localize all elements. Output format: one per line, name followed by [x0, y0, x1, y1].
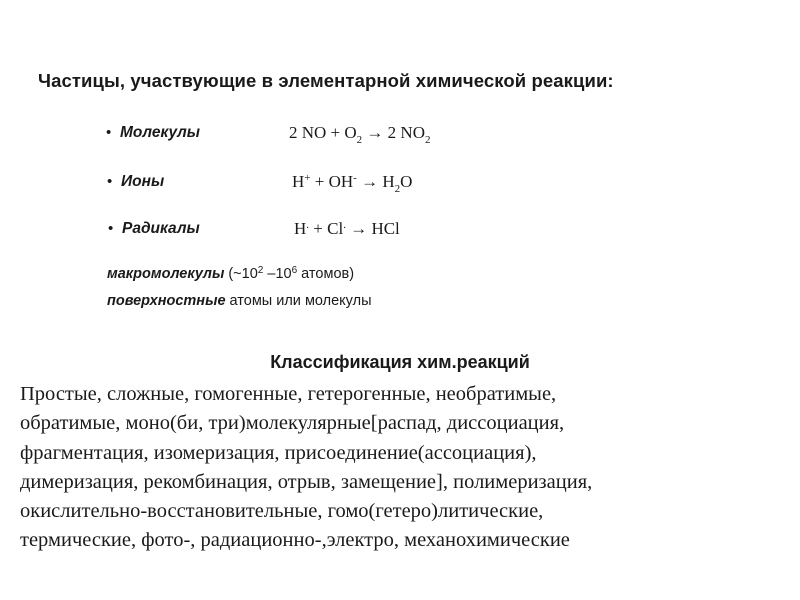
classification-line: Простые, сложные, гомогенные, гетерогенные, необратимые, [20, 383, 557, 405]
particle-label-ions: Ионы [121, 173, 165, 190]
classification-line: термические, фото-, радиационно-,электро, механохимические [20, 529, 570, 552]
classification-line: обратимые, моно(би, три)молекулярные[распад, диссоциация, [20, 412, 565, 435]
classification-list [20, 380, 790, 556]
equation-molecules: 2 NO + $O_2 \to 2$ $NO_2$ [289, 123, 431, 146]
macromolecules-line: макромолекулы ($\sim 10^2$ $-10^6$ атомов) [107, 265, 355, 282]
equation-ions: $H^+ + OH^- \to H_2O$ [292, 172, 413, 195]
classification-line: фрагментация, изомеризация, присоединение(ассоциация), [20, 441, 537, 464]
particle-label-molecules: Молекулы [120, 124, 200, 141]
bullet-icon: • [106, 124, 112, 141]
equation-radicals: H. + Cl. → HCl [294, 219, 400, 238]
particle-label-radicals: Радикалы [122, 220, 200, 237]
classification-line: димеризация, рекомбинация, отрыв, замещение], полимеризация, [20, 470, 593, 493]
page-heading: Частицы, участвующие в элементарной химической реакции: [38, 70, 614, 91]
bullet-icon: • [108, 220, 114, 237]
classification-line: окислительно-восстановительные, гомо(гетеро)литические, [20, 500, 544, 523]
bullet-icon: • [107, 173, 113, 190]
classification-title: Классификация хим.реакций [270, 352, 530, 372]
surface-particles-line: поверхностные атомы или молекулы [107, 293, 372, 309]
